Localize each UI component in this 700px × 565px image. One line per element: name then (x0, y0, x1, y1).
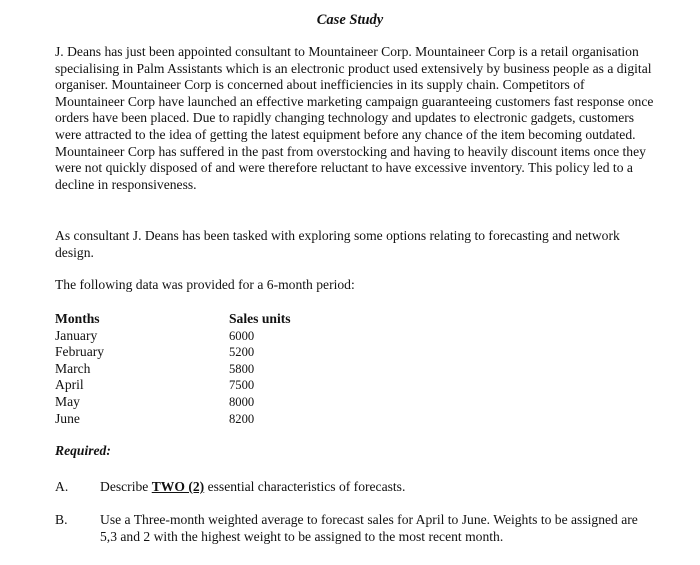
question-a-text (100, 479, 655, 496)
document-title: Case Study (316, 12, 384, 28)
case-paragraph-data-intro: The following data was provided for a 6-month period: (55, 277, 355, 292)
sales-cell: 8000 (229, 394, 255, 409)
sales-cell: 6000 (229, 328, 255, 343)
months-header: Months (55, 311, 100, 326)
question-b-text: Use a Three-month weighted average to forecast sales for April to June. Weights to be assigned are 5,3 and 2 with the highest weight to be assigned to the most recent month. (100, 512, 638, 544)
month-cell: June (55, 410, 80, 426)
required-heading: Required: (55, 443, 111, 458)
month-cell: April (55, 377, 84, 393)
sales-cell: 8200 (229, 411, 255, 426)
sales-header: Sales units (229, 311, 291, 326)
question-a-text-before: Describe (100, 479, 152, 494)
month-cell: March (55, 360, 91, 376)
sales-cell: 5800 (229, 361, 255, 376)
months-column (55, 311, 215, 427)
question-b-letter: B. (55, 512, 68, 527)
case-paragraph-intro: J. Deans has just been appointed consultant to Mountaineer Corp. Mountaineer Corp is a retail organisation specialising in Palm Assistants which is an electronic product used extensively by business people as a digital organiser. Mountaineer Corp is concerned about inefficiencies in its supply chain. Competitors of Mountaineer Corp have launched an effective marketing campaign guaranteeing customers fast response once orders have been placed. Due to rapidly changing technology and updates to electronic gadgets, customers were attracted to the idea of getting the latest equipment before any chance of the item becoming outdated. Mountaineer Corp has suffered in the past from overstocking and having to heavily discount items once they were not quickly disposed of and were therefore reluctant to have excessive inventory. This policy led to a decline in responsiveness. (55, 44, 654, 192)
question-a-emphasis: TWO (2) (151, 479, 205, 494)
sales-cell: 5200 (229, 345, 255, 360)
sales-column (229, 311, 349, 427)
question-a-text-after: essential characteristics of forecasts. (204, 479, 406, 494)
month-cell: February (55, 344, 105, 360)
question-a-letter: A. (55, 479, 69, 494)
month-cell: May (55, 393, 80, 409)
case-paragraph-task: As consultant J. Deans has been tasked with exploring some options relating to forecasting and network design. (55, 228, 620, 260)
sales-cell: 7500 (229, 378, 255, 393)
month-cell: January (55, 327, 98, 343)
